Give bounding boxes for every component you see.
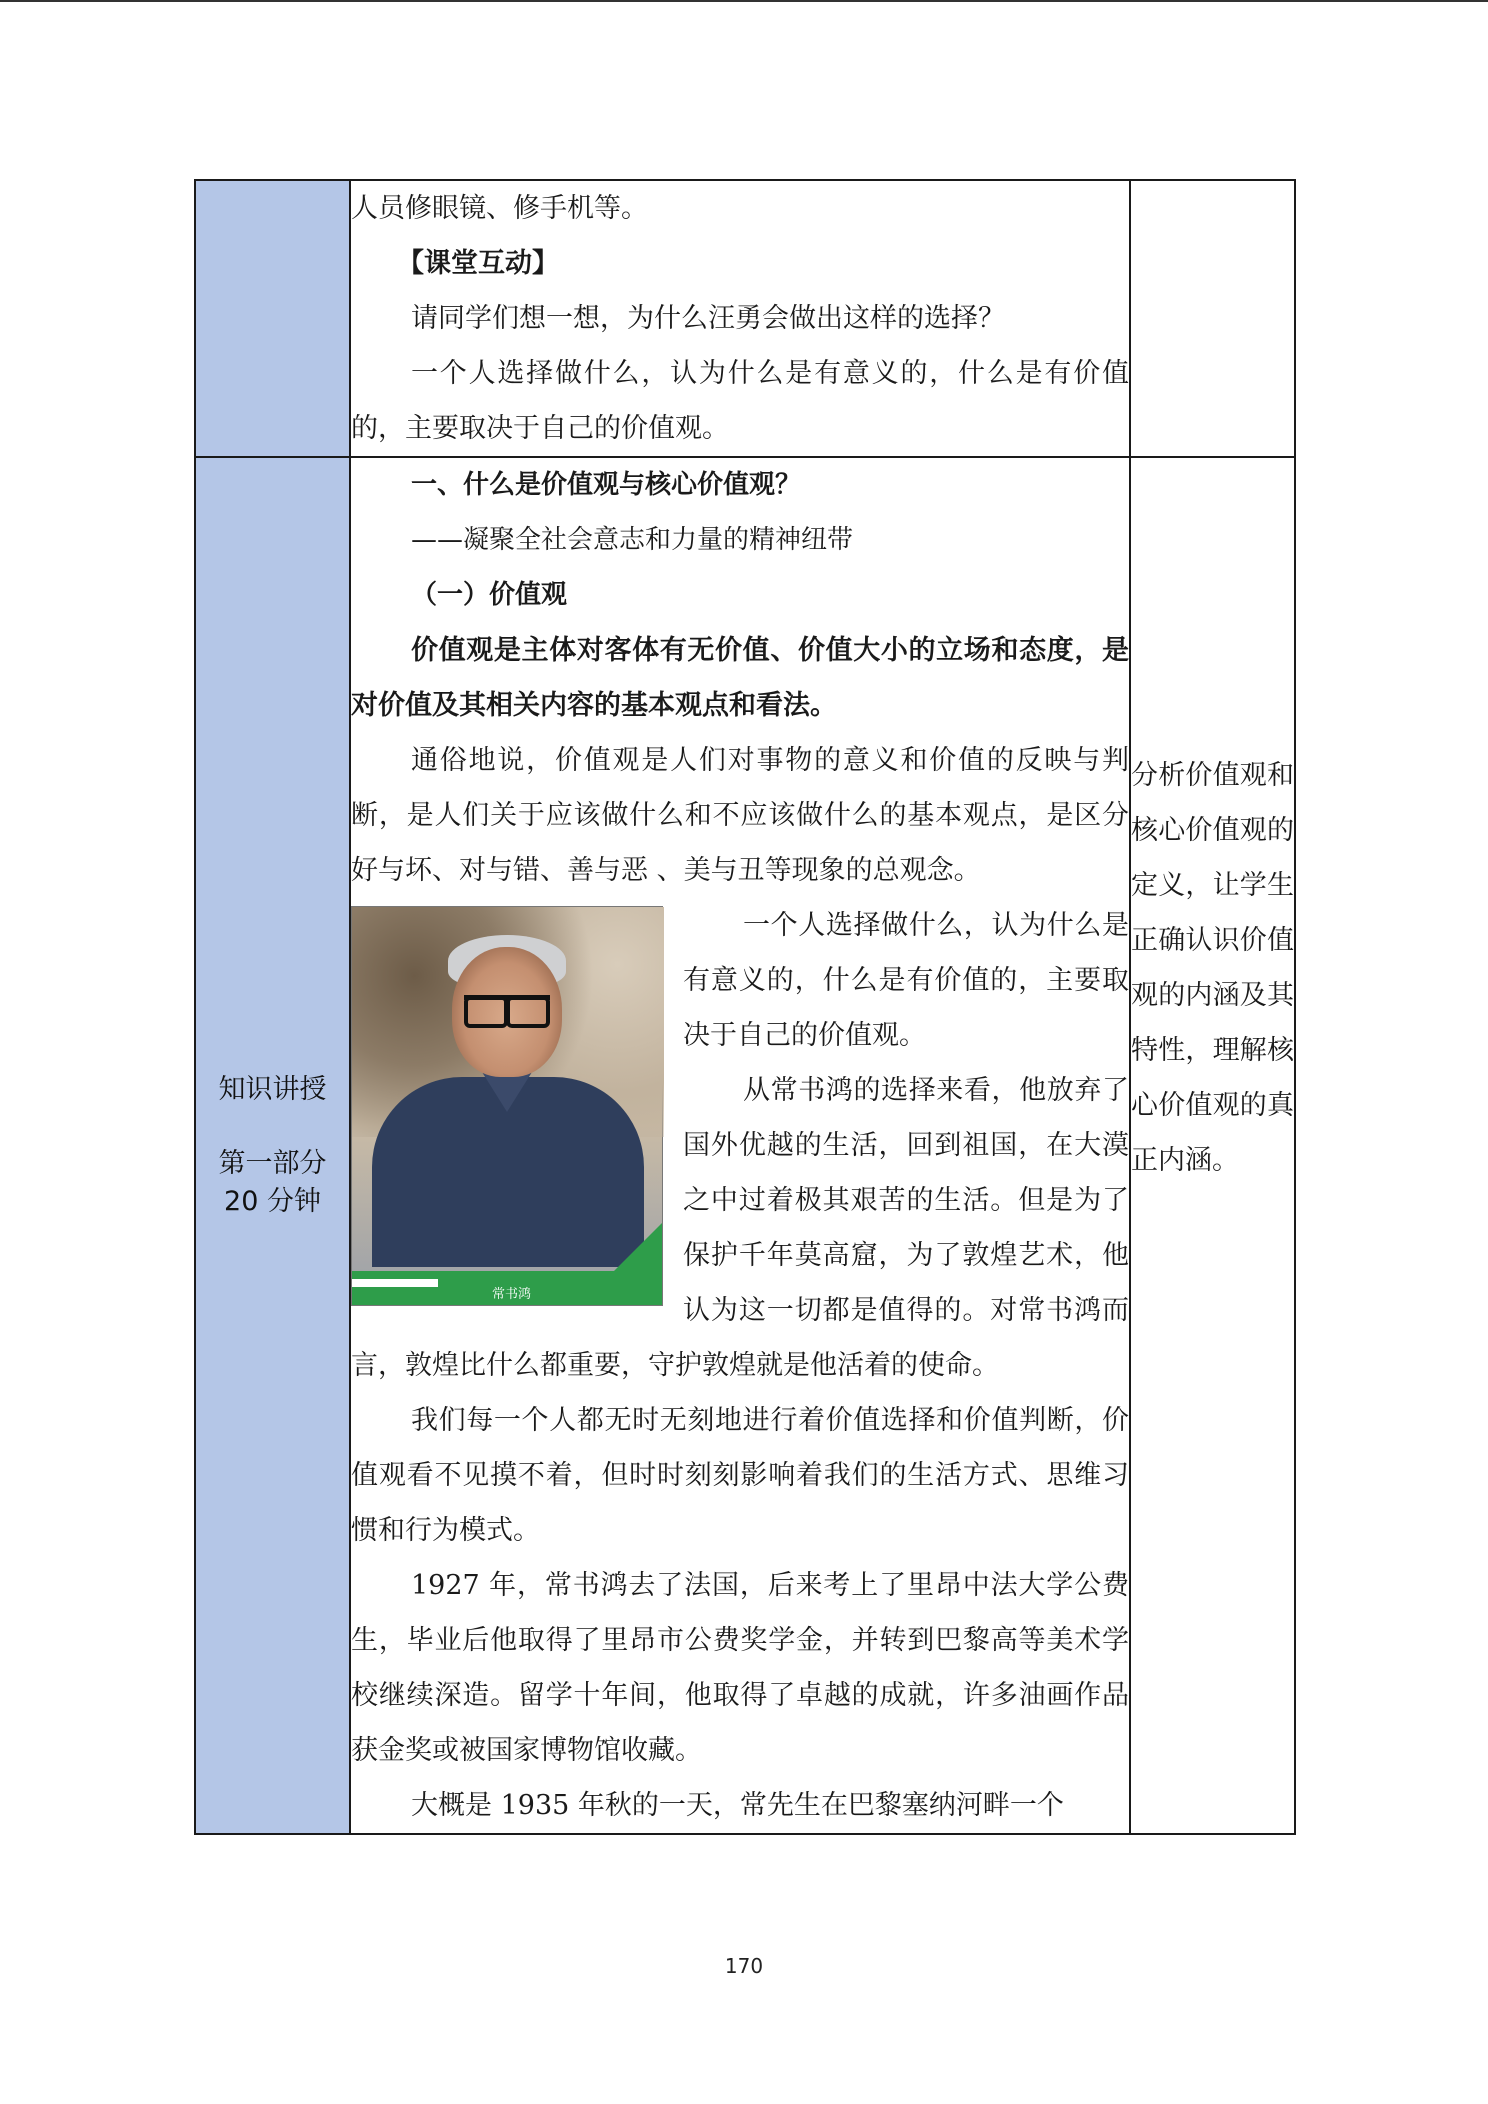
section-label-title: 知识讲授 <box>218 1073 327 1105</box>
portrait-photo <box>351 906 663 1306</box>
section-label-part: 第一部分 <box>218 1147 327 1179</box>
table-row <box>195 457 1295 1834</box>
side-cell <box>195 457 350 1834</box>
paragraph: 通俗地说，价值观是人们对事物的意义和价值的反映与判断，是人们关于应该做什么和不应该做什么的基本观点，是区分好与坏、对与错、善与恶 、美与丑等现象的总观念。 <box>351 745 1129 886</box>
note-cell <box>1130 457 1295 1834</box>
page-number: 170 <box>724 1954 764 1978</box>
content-cell <box>350 457 1130 1834</box>
note-cell <box>1130 180 1295 457</box>
text-line: 人员修眼镜、修手机等。 <box>351 193 648 224</box>
section-heading: 一、什么是价值观与核心价值观？ <box>411 470 802 500</box>
section-label-duration: 20 分钟 <box>224 1185 321 1217</box>
paragraph: 大概是 1935 年秋的一天，常先生在巴黎塞纳河畔一个 <box>411 1790 1064 1821</box>
table-row <box>195 180 1295 457</box>
paragraph: 1927 年，常书鸿去了法国，后来考上了里昂中法大学公费生，毕业后他取得了里昂市公费奖学金，并转到巴黎高等美术学校继续深造。留学十年间，他取得了卓越的成就，许多油画作品获金奖或被国家博物馆收藏。 <box>351 1570 1129 1766</box>
side-cell <box>195 180 350 457</box>
subsection-heading: （一）价值观 <box>411 580 568 610</box>
paragraph: 我们每一个人都无时无刻地进行着价值选择和价值判断，价值观看不见摸不着，但时时刻刻影响着我们的生活方式、思维习惯和行为模式。 <box>351 1405 1129 1546</box>
definition-text: 价值观是主体对客体有无价值、价值大小的立场和态度，是对价值及其相关内容的基本观点和看法。 <box>351 635 1129 721</box>
section-subtitle: ——凝聚全社会意志和力量的精神纽带 <box>411 525 854 555</box>
question-text: 请同学们想一想，为什么汪勇会做出这样的选择？ <box>411 303 1005 334</box>
answer-text: 一个人选择做什么，认为什么是有意义的，什么是有价值的，主要取决于自己的价值观。 <box>351 358 1129 444</box>
content-cell <box>350 180 1130 457</box>
interaction-heading: 【课堂互动】 <box>397 248 559 279</box>
paragraph: 从常书鸿的选择来看，他放弃了国外优越的生活，回到祖国，在大漠之中过着极其艰苦的生活。但是为了保护千年莫高窟，为了敦煌艺术，他认为这一切都是值得的。对常书鸿而言，敦煌比什么都重要，守护敦煌就是他活着的使命。 <box>351 1075 1129 1381</box>
photo-caption: 常书鸿 <box>492 1287 532 1302</box>
teaching-note: 分析价值观和核心价值观的定义，让学生正确认识价值观的内涵及其特性，理解核心价值观的真正内涵。 <box>1131 760 1294 1176</box>
paragraph: 一个人选择做什么，认为什么是有意义的，什么是有价值的，主要取决于自己的价值观。 <box>683 910 1129 1051</box>
section-label <box>196 1071 349 1221</box>
lesson-plan-table <box>194 179 1296 1835</box>
page-top-rule <box>0 0 1488 2</box>
